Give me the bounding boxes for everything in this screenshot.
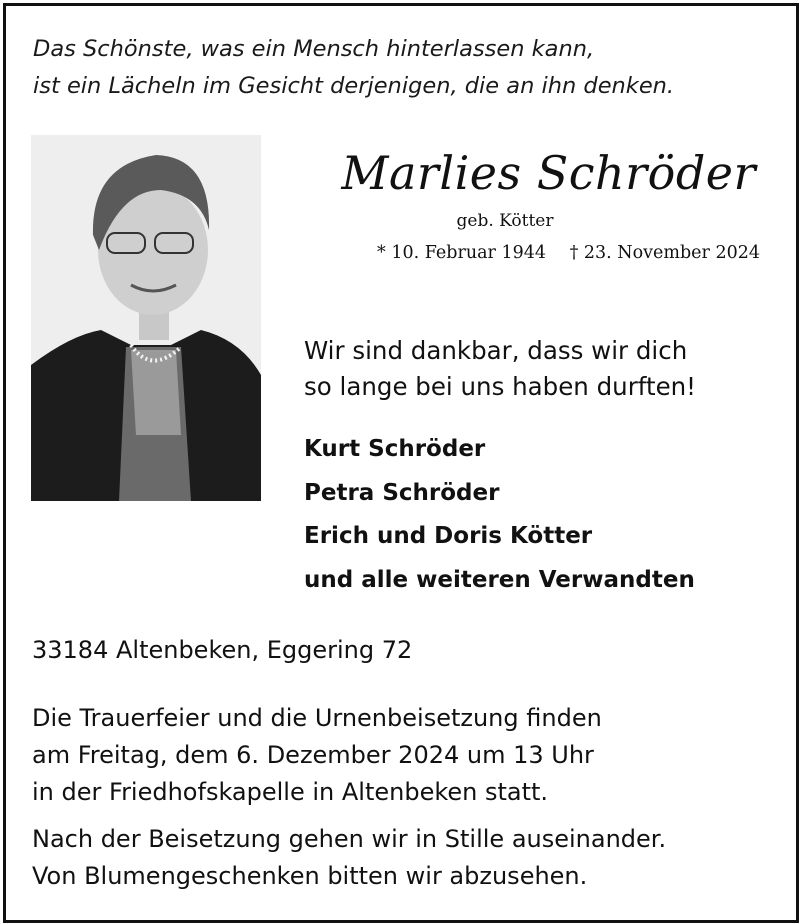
mourner: Erich und Doris Kötter xyxy=(304,523,593,549)
mourner: Petra Schröder xyxy=(304,479,500,506)
thanks-message xyxy=(304,333,696,405)
life-dates xyxy=(270,240,760,266)
death-date: † 23. November 2024 xyxy=(569,243,760,263)
address: 33184 Altenbeken, Eggering 72 xyxy=(32,636,413,664)
memorial-quote xyxy=(33,31,674,105)
service-line: in der Friedhofskapelle in Altenbeken statt. xyxy=(32,778,549,806)
quote-line: Das Schönste, was ein Mensch hinterlassen kann, xyxy=(33,36,595,62)
portrait-photo xyxy=(31,135,261,501)
mourners-list xyxy=(304,428,695,602)
deceased-name: Marlies Schröder xyxy=(341,146,756,200)
birth-name: geb. Kötter xyxy=(456,211,554,231)
portrait-illustration xyxy=(31,135,261,501)
birth-date: * 10. Februar 1944 xyxy=(377,243,546,263)
mourner: und alle weiteren Verwandten xyxy=(304,566,695,593)
thanks-line: so lange bei uns haben durften! xyxy=(304,372,696,401)
thanks-line: Wir sind dankbar, dass wir dich xyxy=(304,336,688,365)
service-line: am Freitag, dem 6. Dezember 2024 um 13 Uhr xyxy=(32,741,594,769)
service-line: Die Trauerfeier und die Urnenbeisetzung finden xyxy=(32,704,602,732)
quote-line: ist ein Lächeln im Gesicht derjenigen, die an ihn denken. xyxy=(33,73,675,99)
closing-line: Nach der Beisetzung gehen wir in Stille auseinander. xyxy=(32,825,667,853)
service-info xyxy=(32,700,602,811)
closing-line: Von Blumengeschenken bitten wir abzusehen. xyxy=(32,862,588,890)
closing-note xyxy=(32,821,666,895)
mourner: Kurt Schröder xyxy=(304,436,486,462)
